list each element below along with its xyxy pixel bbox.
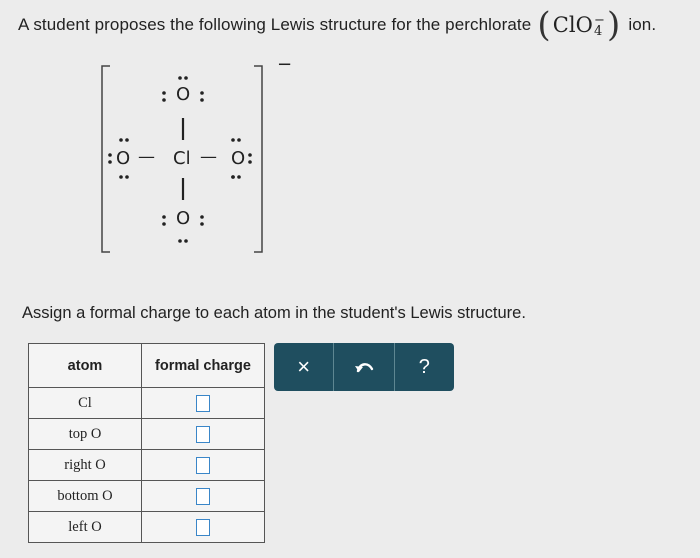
close-icon: × bbox=[297, 354, 311, 379]
formal-charge-input-bottom-o[interactable] bbox=[196, 488, 210, 505]
table-row bbox=[29, 388, 265, 419]
ion-charge: − bbox=[277, 54, 293, 75]
header-formal-charge: formal charge bbox=[142, 344, 265, 388]
lewis-structure bbox=[80, 54, 300, 260]
atom-center-cl: Cl bbox=[173, 148, 191, 169]
header-atom: atom bbox=[29, 344, 142, 388]
formal-charge-table bbox=[28, 343, 265, 543]
input-cell bbox=[142, 388, 265, 419]
help-button[interactable] bbox=[395, 343, 454, 391]
table-row bbox=[29, 419, 265, 450]
bond-right: — bbox=[200, 147, 217, 167]
row-atom-label: Cl bbox=[29, 388, 142, 419]
input-cell bbox=[142, 450, 265, 481]
prompt-text-before: A student proposes the following Lewis structure for the perchlorate bbox=[18, 15, 532, 34]
table-header-row bbox=[29, 344, 265, 388]
formula-subscript: 4 bbox=[594, 24, 603, 39]
undo-icon bbox=[353, 359, 375, 375]
instruction-text: Assign a formal charge to each atom in the student's Lewis structure. bbox=[22, 304, 526, 322]
clear-button[interactable] bbox=[274, 343, 334, 391]
atom-left-o: O bbox=[116, 148, 131, 169]
input-cell bbox=[142, 512, 265, 543]
help-icon: ? bbox=[418, 355, 430, 378]
answer-toolbar bbox=[274, 343, 454, 391]
undo-button[interactable] bbox=[334, 343, 394, 391]
input-cell bbox=[142, 481, 265, 512]
formula-charge: − bbox=[594, 13, 605, 28]
question-prompt bbox=[18, 5, 657, 45]
formal-charge-input-left-o[interactable] bbox=[196, 519, 210, 536]
table-row bbox=[29, 481, 265, 512]
table-row bbox=[29, 450, 265, 481]
formula-main: ClO bbox=[552, 13, 593, 37]
formal-charge-input-top-o[interactable] bbox=[196, 426, 210, 443]
atom-top-o: O bbox=[176, 84, 191, 105]
row-atom-label: bottom O bbox=[29, 481, 142, 512]
table-row bbox=[29, 512, 265, 543]
atom-right-o: O bbox=[231, 148, 246, 169]
atom-bottom-o: O bbox=[176, 208, 191, 229]
row-atom-label: top O bbox=[29, 419, 142, 450]
row-atom-label: left O bbox=[29, 512, 142, 543]
row-atom-label: right O bbox=[29, 450, 142, 481]
input-cell bbox=[142, 419, 265, 450]
prompt-text-after: ion. bbox=[628, 15, 657, 34]
perchlorate-formula: ( ClO − 4 ) bbox=[537, 5, 621, 45]
bond-left: — bbox=[138, 147, 155, 167]
formal-charge-input-right-o[interactable] bbox=[196, 457, 210, 474]
formal-charge-input-cl[interactable] bbox=[196, 395, 210, 412]
